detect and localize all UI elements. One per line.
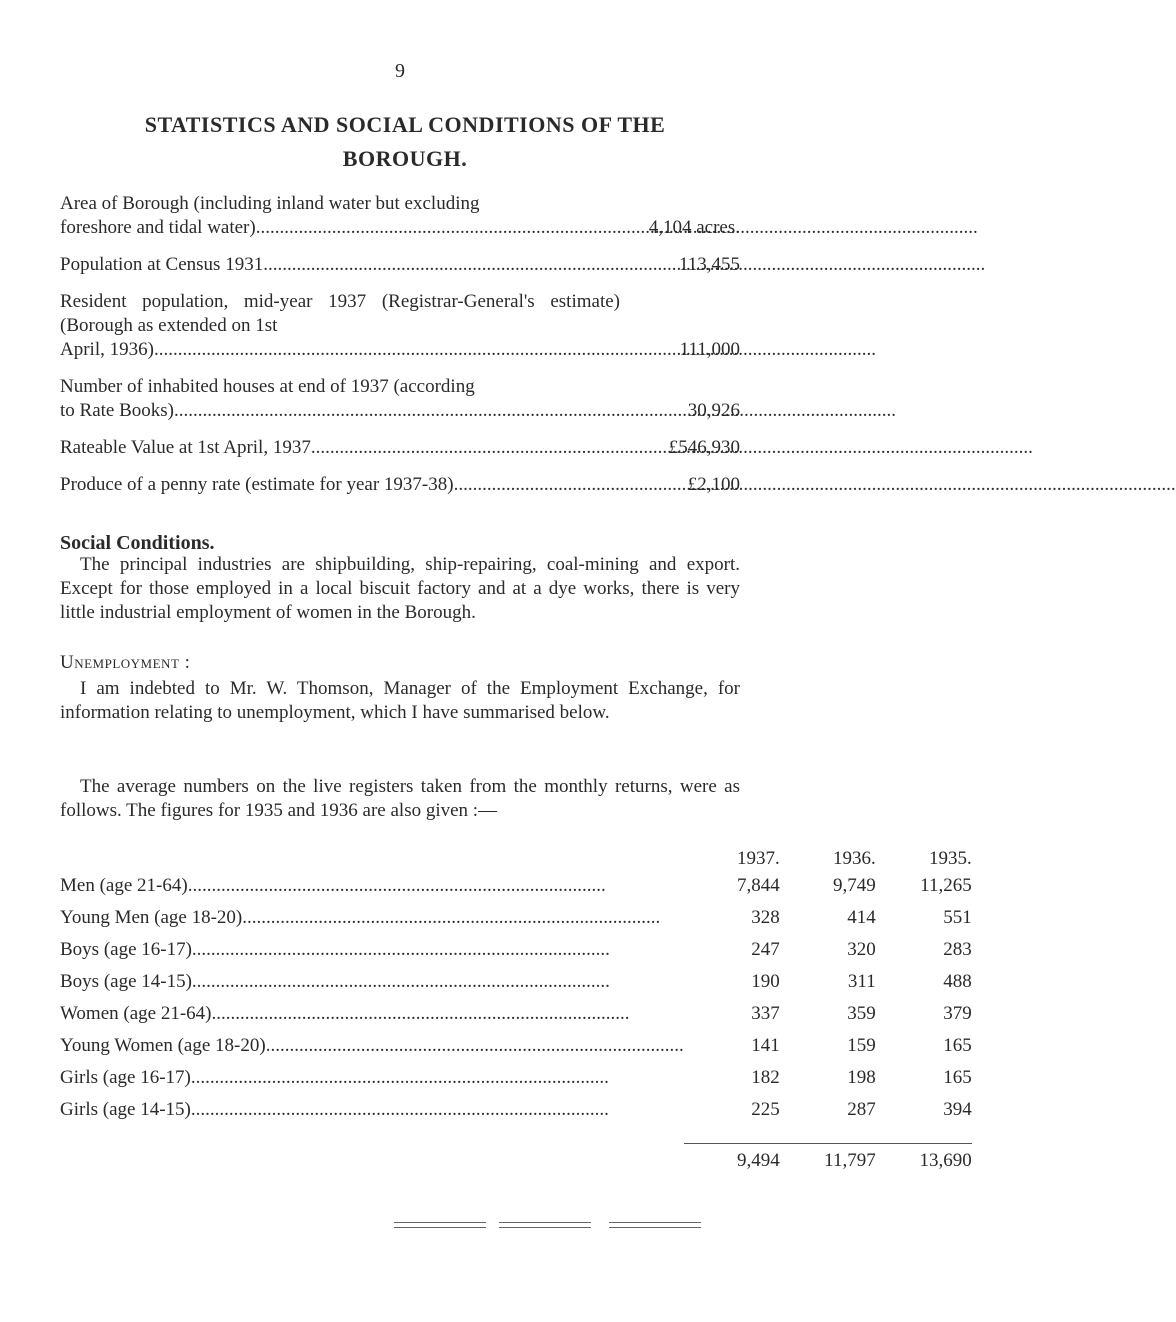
unemployment-paragraph [60, 677, 740, 725]
table-row [60, 998, 972, 1030]
table-cell: 328 [751, 907, 780, 928]
table-cell: 9,749 [832, 875, 876, 896]
table-header-row [60, 834, 972, 870]
stat-value: £2,100 [687, 474, 740, 495]
double-underline [609, 1222, 701, 1228]
table-cell: 394 [943, 1099, 972, 1120]
stat-label: April, 1936) [60, 339, 154, 360]
table-cell: 159 [847, 1035, 876, 1056]
column-header-1937: 1937. [736, 848, 780, 869]
stat-area [60, 192, 740, 240]
stat-rateable-value [60, 436, 740, 460]
stat-label: Rateable Value at 1st April, 1937 [60, 437, 311, 458]
registers-text: The average numbers on the live registers taken from the monthly returns, were as follows. The figures for 1935 and 1936 are also given :— [60, 776, 740, 821]
unemployment-heading: Unemployment : [60, 652, 191, 673]
table-row [60, 1062, 972, 1094]
double-underline [394, 1222, 486, 1228]
table-cell: 320 [847, 939, 876, 960]
stat-label: Population at Census 1931 [60, 254, 264, 275]
row-label: Men (age 21-64) [60, 875, 188, 896]
unemployment-text: I am indebted to Mr. W. Thomson, Manager of the Employment Exchange, for information relating to unemployment, which I have summarised below. [60, 678, 740, 723]
total-1937: 9,494 [684, 1143, 780, 1172]
social-conditions-text: The principal industries are shipbuilding, ship-repairing, coal-mining and export. Except for those employed in a local biscuit factory and at a dye works, there is very little industrial employment of women in the Borough. [60, 554, 740, 623]
row-label: Young Men (age 18-20) [60, 907, 243, 928]
table-cell: 283 [943, 939, 972, 960]
double-underline [499, 1222, 591, 1228]
table-row [60, 966, 972, 998]
stat-label: Produce of a penny rate (estimate for year 1937-38) [60, 474, 454, 495]
page-title [80, 108, 730, 176]
table-cell: 165 [943, 1035, 972, 1056]
row-label: Girls (age 16-17) [60, 1067, 191, 1088]
column-header-1935: 1935. [928, 848, 972, 869]
stat-value: 111,000 [679, 339, 740, 360]
column-header-1936: 1936. [832, 848, 876, 869]
row-label: Boys (age 16-17) [60, 939, 192, 960]
stat-penny-rate [60, 473, 740, 497]
table-row [60, 870, 972, 902]
social-conditions-heading: Social Conditions. [60, 532, 215, 554]
stat-value: 4,104 acres. [648, 217, 740, 238]
row-label: Young Women (age 18-20) [60, 1035, 266, 1056]
table-row [60, 1030, 972, 1062]
stat-label-lead: Area of Borough (including inland water but excluding [60, 193, 480, 214]
title-line-2: BOROUGH. [342, 146, 468, 171]
table-cell: 414 [847, 907, 876, 928]
table-cell: 287 [847, 1099, 876, 1120]
unemployment-table [60, 834, 972, 1172]
stat-label: to Rate Books) [60, 400, 174, 421]
table-row [60, 1094, 972, 1126]
registers-paragraph [60, 775, 740, 823]
row-label: Women (age 21-64) [60, 1003, 212, 1024]
total-1936: 11,797 [780, 1143, 876, 1172]
table-cell: 141 [751, 1035, 780, 1056]
stat-value: 30,926 [687, 400, 740, 421]
table-cell: 247 [751, 939, 780, 960]
table-cell: 182 [751, 1067, 780, 1088]
table-cell: 165 [943, 1067, 972, 1088]
total-1935: 13,690 [876, 1143, 972, 1172]
stat-label-lead: Number of inhabited houses at end of 1937 (according [60, 376, 475, 397]
table-cell: 190 [751, 971, 780, 992]
borough-statistics [60, 192, 740, 510]
table-cell: 359 [847, 1003, 876, 1024]
stat-resident-population [60, 290, 740, 362]
stat-value: £546,930 [668, 437, 740, 458]
page-number: 9 [395, 60, 405, 82]
table-cell: 337 [751, 1003, 780, 1024]
table-row [60, 902, 972, 934]
stat-label-lead: Resident population, mid-year 1937 (Registrar-General's estimate) (Borough as extended on 1st [60, 291, 620, 336]
stat-label: foreshore and tidal water) [60, 217, 256, 238]
table-cell: 311 [847, 971, 876, 992]
table-cell: 7,844 [736, 875, 780, 896]
social-conditions-paragraph [60, 553, 740, 625]
table-row [60, 934, 972, 966]
table-cell: 225 [751, 1099, 780, 1120]
table-cell: 198 [847, 1067, 876, 1088]
title-line-1: STATISTICS AND SOCIAL CONDITIONS OF THE [144, 112, 666, 137]
table-cell: 551 [943, 907, 972, 928]
table-cell: 488 [943, 971, 972, 992]
table-cell: 379 [943, 1003, 972, 1024]
row-label: Boys (age 14-15) [60, 971, 192, 992]
row-label: Girls (age 14-15) [60, 1099, 191, 1120]
table-total-row [60, 1126, 972, 1172]
stat-inhabited-houses [60, 375, 740, 423]
stat-population-census [60, 253, 740, 277]
stat-value: 113,455 [678, 254, 740, 275]
table-cell: 11,265 [920, 875, 972, 896]
